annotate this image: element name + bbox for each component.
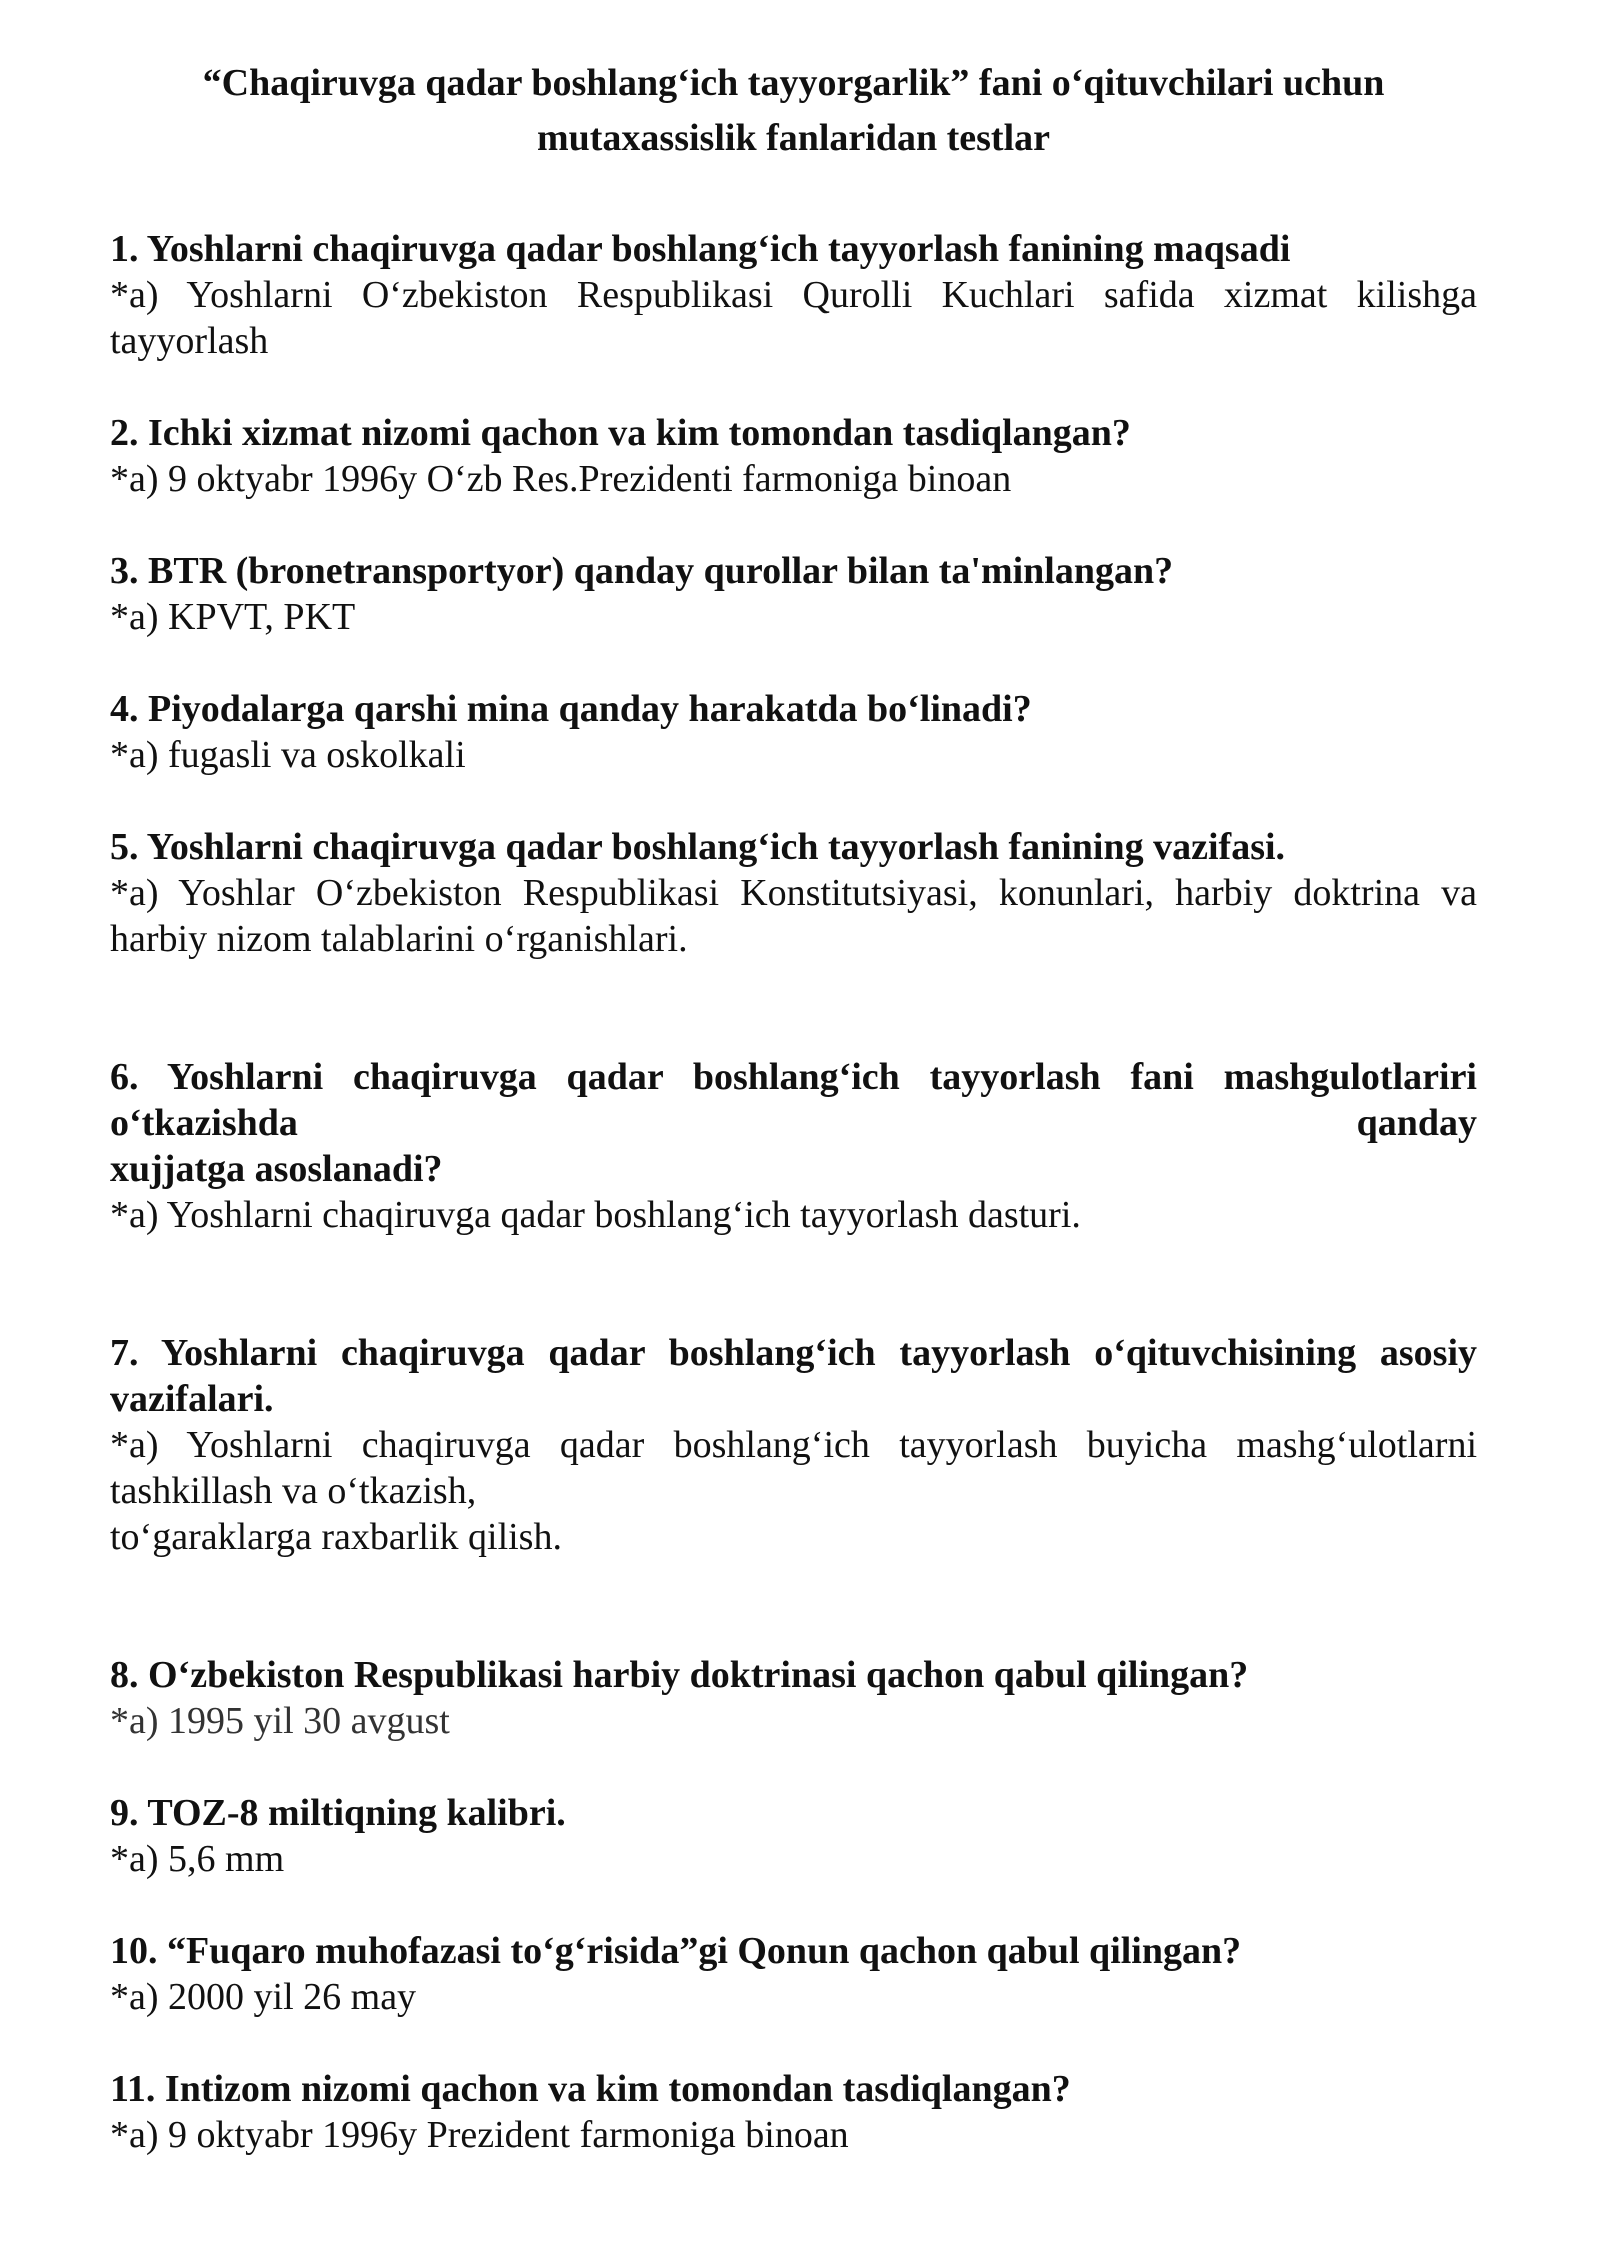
answer-text-7-line-2: to‘garaklarga raxbarlik qilish. (110, 1516, 562, 1558)
question-text-7: 7. Yoshlarni chaqiruvga qadar boshlang‘ich tayyorlash o‘qituvchisining asosiy vazifalari. (110, 1332, 1477, 1420)
answer-text-7 (110, 1422, 1477, 1560)
question-text-2: 2. Ichki xizmat nizomi qachon va kim tomondan tasdiqlangan? (110, 412, 1131, 454)
question-text-11: 11. Intizom nizomi qachon va kim tomondan tasdiqlangan? (110, 2068, 1071, 2110)
question-text-4: 4. Piyodalarga qarshi mina qanday harakatda bo‘linadi? (110, 688, 1032, 730)
question-block-2 (110, 410, 1477, 502)
question-block-1 (110, 226, 1477, 364)
question-block-5 (110, 824, 1477, 962)
document-page (110, 56, 1477, 2158)
spacer (110, 1560, 1477, 1652)
question-block-9 (110, 1790, 1477, 1882)
answer-text-1: *a) Yoshlarni O‘zbekiston Respublikasi Qurolli Kuchlari safida xizmat kilishga tayyorlash (110, 274, 1477, 362)
answer-text-2: *a) 9 oktyabr 1996y O‘zb Res.Prezidenti farmoniga binoan (110, 458, 1012, 500)
spacer (110, 778, 1477, 824)
question-text-8: 8. O‘zbekiston Respublikasi harbiy doktrinasi qachon qabul qilingan? (110, 1654, 1249, 1696)
document-title-line-2: mutaxassislik fanlaridan testlar (536, 117, 1051, 159)
answer-text-5: *a) Yoshlar O‘zbekiston Respublikasi Konstitutsiyasi, konunlari, harbiy doktrina va harbiy nizom talablarini o‘rganishlari. (110, 872, 1477, 960)
question-text-6-line-1: 6. Yoshlarni chaqiruvga qadar boshlang‘ich tayyorlash fani mashgulotlariri o‘tkazishda qanday (110, 1056, 1477, 1144)
spacer (110, 1882, 1477, 1928)
document-title-line-1: “Chaqiruvga qadar boshlang‘ich tayyorgarlik” fani o‘qituvchilari uchun (202, 62, 1385, 104)
question-text-5: 5. Yoshlarni chaqiruvga qadar boshlang‘ich tayyorlash fanining vazifasi. (110, 826, 1286, 868)
answer-text-6: *a) Yoshlarni chaqiruvga qadar boshlang‘ich tayyorlash dasturi. (110, 1194, 1081, 1236)
spacer (110, 502, 1477, 548)
answer-text-3: *a) KPVT, PKT (110, 596, 356, 638)
spacer (110, 364, 1477, 410)
answer-text-7-line-1: *a) Yoshlarni chaqiruvga qadar boshlang‘ich tayyorlash buyicha mashg‘ulotlarni tashkillash va o‘tkazish, (110, 1424, 1477, 1512)
spacer (110, 962, 1477, 1054)
document-title (110, 56, 1477, 166)
question-block-4 (110, 686, 1477, 778)
question-text-6-line-2: xujjatga asoslanadi? (110, 1148, 443, 1190)
spacer (110, 1744, 1477, 1790)
answer-text-8: *a) 1995 yil 30 avgust (110, 1700, 450, 1742)
answer-text-11: *a) 9 oktyabr 1996y Prezident farmoniga binoan (110, 2114, 849, 2156)
spacer (110, 1238, 1477, 1330)
question-text-3: 3. BTR (bronetransportyor) qanday qurollar bilan ta'minlangan? (110, 550, 1174, 592)
answer-text-9: *a) 5,6 mm (110, 1838, 285, 1880)
answer-text-4: *a) fugasli va oskolkali (110, 734, 466, 776)
question-block-7 (110, 1330, 1477, 1560)
answer-text-10: *a) 2000 yil 26 may (110, 1976, 417, 2018)
question-text-6 (110, 1054, 1477, 1192)
question-text-10: 10. “Fuqaro muhofazasi to‘g‘risida”gi Qonun qachon qabul qilingan? (110, 1930, 1242, 1972)
spacer (110, 640, 1477, 686)
question-block-11 (110, 2066, 1477, 2158)
question-block-8 (110, 1652, 1477, 1744)
spacer (110, 2020, 1477, 2066)
question-block-10 (110, 1928, 1477, 2020)
question-text-9: 9. TOZ-8 miltiqning kalibri. (110, 1792, 566, 1834)
question-block-3 (110, 548, 1477, 640)
question-block-6 (110, 1054, 1477, 1238)
question-text-1: 1. Yoshlarni chaqiruvga qadar boshlang‘ich tayyorlash fanining maqsadi (110, 228, 1291, 270)
